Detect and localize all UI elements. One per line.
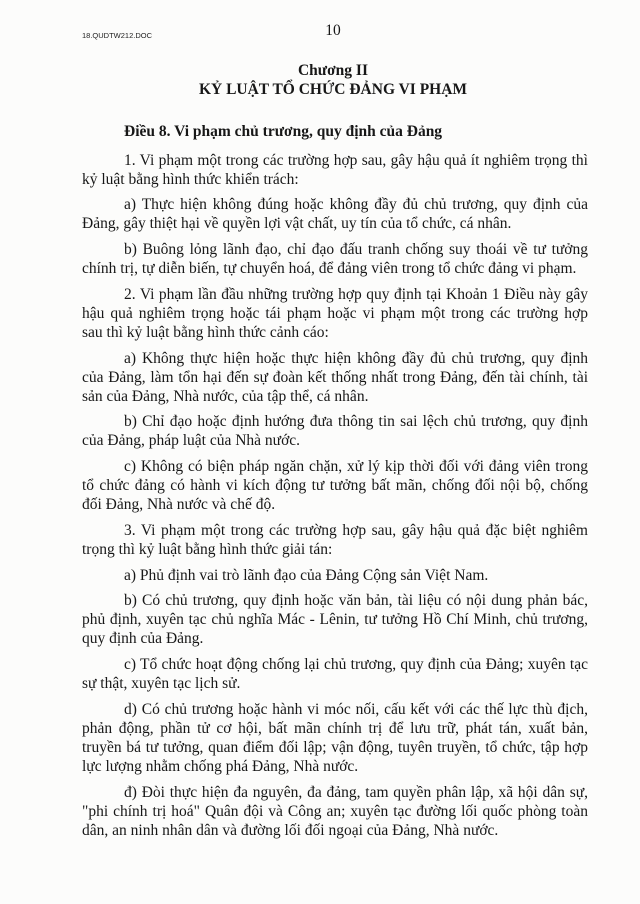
paragraph-line: hậu quả nghiêm trọng hoặc tái phạm hoặc vi phạm một trong các trường hợp	[82, 304, 588, 322]
paragraph-line: a) Thực hiện không đúng hoặc không đầy đủ chủ trương, quy định của	[124, 196, 588, 214]
clause-3-item-d	[82, 700, 588, 776]
paragraph-line: d) Có chủ trương hoặc hành vi móc nối, cấu kết với các thế lực thù địch,	[124, 700, 588, 718]
clause-1-item-a	[82, 195, 588, 233]
clause-3	[82, 521, 588, 559]
paragraph-line: của Đảng, pháp luật của Nhà nước.	[82, 432, 301, 450]
paragraph-line: a) Phủ định vai trò lãnh đạo của Đảng Cộng sản Việt Nam.	[124, 566, 489, 584]
paragraph-line: truyền bá tư tưởng, quan điểm đối lập; vận động, tuyên truyền, tổ chức, tập hợp	[82, 738, 588, 756]
paragraph-line: 3. Vi phạm một trong các trường hợp sau, gây hậu quả đặc biệt nghiêm	[124, 521, 588, 539]
paragraph-line: b) Chỉ đạo hoặc định hướng đưa thông tin sai lệch chủ trương, quy định	[124, 413, 588, 431]
paragraph-line: b) Có chủ trương, quy định hoặc văn bản, tài liệu có nội dung phản bác,	[124, 592, 588, 610]
paragraph-line: của Đảng, làm tổn hại đến sự đoàn kết thống nhất trong Đảng, đến tài chính, tài	[82, 368, 588, 386]
paragraph-line: sản của Đảng, Nhà nước, của tập thể, cá nhân.	[82, 387, 369, 405]
clause-2-item-b	[82, 412, 588, 450]
chapter-label: Chương II	[297, 61, 368, 79]
clause-3-item-dd	[82, 783, 588, 840]
paragraph-line: tổ chức đảng có hành vi kích động tư tưởng bất mãn, chống đối nội bộ, chống	[82, 477, 588, 494]
paragraph-line: lực lượng nhằm chống phá Đảng, Nhà nước.	[82, 757, 359, 775]
paragraph-line: đối Đảng, Nhà nước và chế độ.	[82, 496, 276, 513]
chapter-title: KỶ LUẬT TỔ CHỨC ĐẢNG VI PHẠM	[198, 80, 468, 98]
paragraph-line: b) Buông lỏng lãnh đạo, chỉ đạo đấu tranh chống suy thoái về tư tưởng	[124, 241, 588, 258]
clause-1-item-b	[82, 240, 588, 278]
paragraph-line: phản động, phần tử cơ hội, bất mãn chính trị để lưu trữ, phát tán, xuất bản,	[82, 719, 588, 737]
paragraph-line: Đảng, gây thiệt hại về quyền lợi vật chất, uy tín của tổ chức, cá nhân.	[82, 215, 512, 233]
paragraph-line: 2. Vi phạm lần đầu những trường hợp quy định tại Khoản 1 Điều này gây	[124, 285, 588, 303]
clause-2-item-c	[82, 457, 588, 514]
paragraph-line: quy định của Đảng.	[82, 630, 204, 648]
paragraph-line: 1. Vi phạm một trong các trường hợp sau, gây hậu quả ít nghiêm trọng thì	[124, 151, 588, 169]
paragraph-line: chính trị, tự diễn biến, tự chuyển hoá, để đảng viên trong tổ chức đảng vi phạm.	[82, 260, 577, 277]
paragraph-line: sự thật, xuyên tạc lịch sử.	[82, 675, 241, 692]
paragraph-line: c) Tổ chức hoạt động chống lại chủ trương, quy định của Đảng; xuyên tạc	[124, 656, 588, 673]
paragraph-line: trọng thì kỷ luật bằng hình thức giải tán:	[82, 540, 333, 558]
paragraph-line: kỷ luật bằng hình thức khiển trách:	[82, 170, 299, 188]
paragraph-line: sau thì kỷ luật bằng hình thức cảnh cáo:	[82, 323, 329, 341]
chapter-heading	[82, 61, 584, 99]
article-8	[82, 122, 588, 840]
clause-1	[82, 151, 588, 189]
clause-3-item-b	[82, 591, 588, 648]
paragraph-line: a) Không thực hiện hoặc thực hiện không đầy đủ chủ trương, quy định	[124, 349, 588, 367]
page-number: 10	[325, 22, 341, 39]
paragraph-line: c) Không có biện pháp ngăn chặn, xử lý kịp thời đối với đảng viên trong	[124, 458, 588, 475]
clause-3-item-c	[82, 655, 588, 693]
clause-2-item-a	[82, 349, 588, 406]
clause-2	[82, 285, 588, 342]
paragraph-line: dân, an ninh nhân dân và đường lối đối ngoại của Đảng, Nhà nước.	[82, 821, 499, 839]
paragraph-line: phủ định, xuyên tạc chủ nghĩa Mác - Lênin, tư tưởng Hồ Chí Minh, chủ trương,	[82, 611, 588, 629]
clause-3-item-a	[82, 566, 588, 585]
paragraph-line: đ) Đòi thực hiện đa nguyên, đa đảng, tam quyền phân lập, xã hội dân sự,	[124, 783, 588, 801]
paragraph-line: "phi chính trị hoá" Quân đội và Công an; xuyên tạc đường lối quốc phòng toàn	[82, 802, 588, 820]
article-heading: Điều 8. Vi phạm chủ trương, quy định của Đảng	[124, 122, 443, 140]
file-code: 18.QUDTW212.DOC	[82, 31, 153, 40]
